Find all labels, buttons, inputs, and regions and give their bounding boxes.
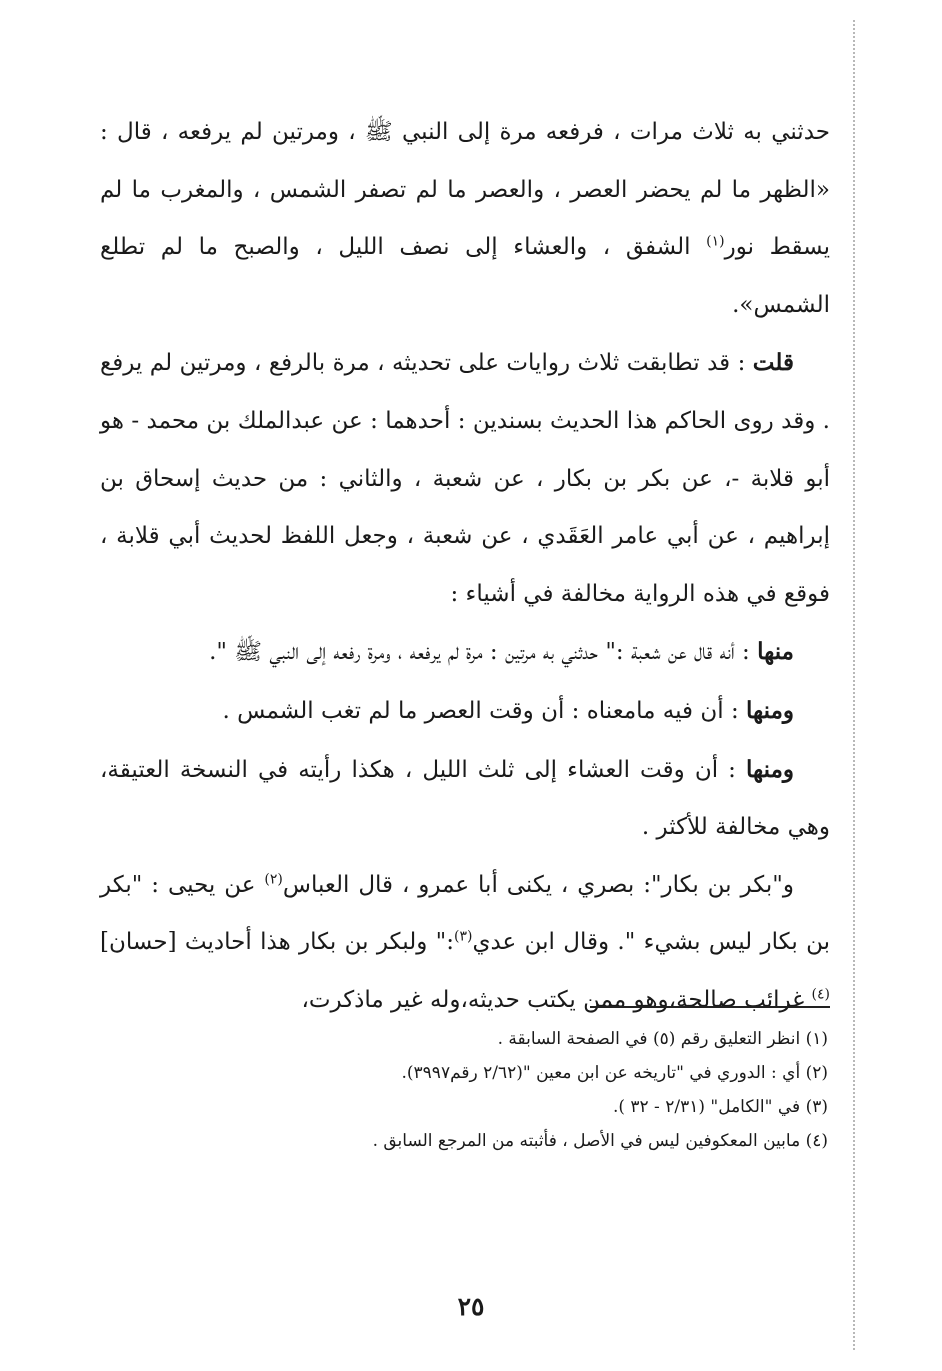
footnote-ref-2[interactable]: (٢) <box>264 871 283 888</box>
paragraph-minha-3: ومنها : أن وقت العشاء إلى ثلث الليل ، هكذا رأيته في النسخة العتيقة، وهي مخالفة للأكثر . <box>100 755 830 841</box>
footnote-2: (٢) أي : الدوري في "تاريخه عن ابن معين "(٢/٦٢ رقم٣٩٩٧). <box>401 1063 828 1083</box>
footnote-separator <box>590 1006 830 1008</box>
footnote-3: (٣) في "الكامل" (٢/٣١ - ٣٢ ). <box>612 1097 828 1117</box>
lead-word-minha: منها <box>757 638 794 666</box>
lead-word-waminha: ومنها <box>746 696 794 724</box>
paragraph-minha-2: ومنها : أن فيه مامعناه : أن وقت العصر ما لم تغب الشمس . <box>222 696 794 724</box>
footnote-4: (٤) مابين المعكوفين ليس في الأصل ، فأثبته من المرجع السابق . <box>372 1131 828 1151</box>
footnote-ref-3[interactable]: (٣) <box>454 928 473 945</box>
paragraph-bakr-ibn-bakkar: و"بكر بن بكار": بصري ، يكنى أبا عمرو ، قال العباس$^{(٢)}$ عن يحيى : "بكر بن بكار ليس بشيء ". وقال ابن عدي$^{(٣)}$:" ولبكر بن بكار هذا أحاديث [حسان]$^{(٤)}$ غرائب صالحة،وهو ممن يكتب حديثه،وله غير ماذكرت، <box>100 871 830 1013</box>
lead-word-waminha: ومنها <box>746 755 794 783</box>
page-edge-dotted-line <box>853 20 855 1350</box>
footnote-1: (١) انظر التعليق رقم (٥) في الصفحة السابقة . <box>497 1029 828 1049</box>
footnote-ref-4[interactable]: (٤) <box>811 986 830 1003</box>
main-text <box>100 104 830 1030</box>
paragraph-hadith: حدثني به ثلاث مرات ، فرفعه مرة إلى النبي ﷺ ، ومرتين لم يرفعه ، قال : «الظهر ما لم يحضر العصر ، والعصر ما لم تصفر الشمس ، والمغرب ما لم يسقط نور$^{(١)}$ الشفق ، والعشاء إلى نصف الليل ، والصبح ما لم تطلع الشمس». <box>100 119 830 318</box>
footnote-ref-1[interactable]: (١) <box>706 233 725 250</box>
paragraph-qultu: قلت : قد تطابقت ثلاث روايات على تحديثه ، مرة بالرفع ، ومرتين لم يرفع . وقد روى الحاكم هذا الحديث بسندين : أحدهما : عن عبدالملك بن محمد - هو أبو قلابة -، عن بكر بن بكار ، عن شعبة ، والثاني : من حديث إسحاق بن إبراهيم ، عن أبي عامر العَقَدي ، عن شعبة ، وجعل اللفظ لحديث أبي قلابة ، فوقع في هذه الرواية مخالفة في أشياء : <box>100 349 830 607</box>
lead-word-qultu: قلت <box>752 349 794 377</box>
paragraph-minha-1: منها : أنه قال عن شعبة :" حدثني به مرتين : مرة لم يرفعه ، ومرة رفعه إلى النبي ﷺ ". <box>209 638 794 666</box>
page-number: ٢٥ <box>457 1292 485 1321</box>
footnotes <box>100 1022 828 1158</box>
